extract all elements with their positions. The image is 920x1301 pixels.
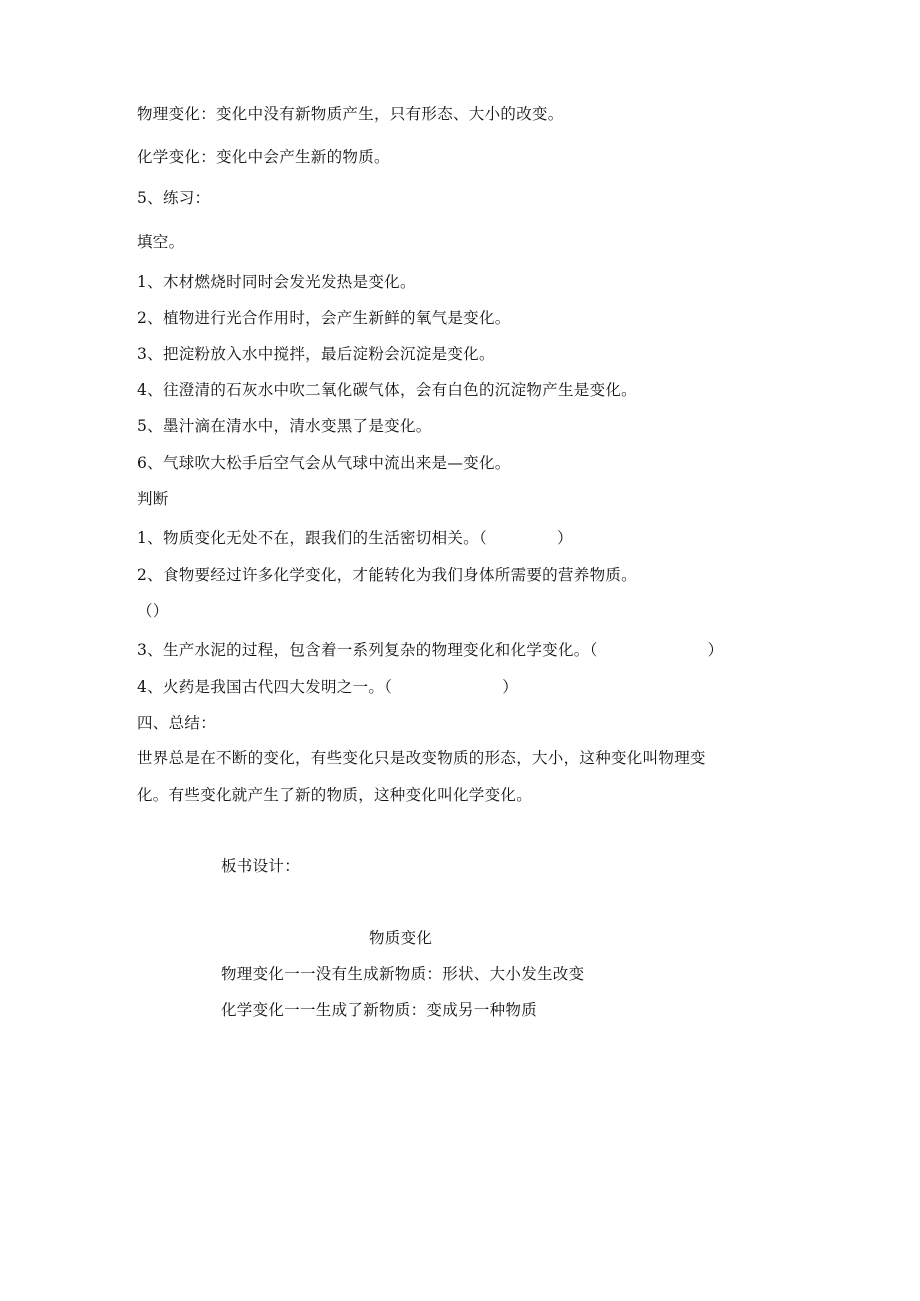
fill-item-3: 3、把淀粉放入水中搅拌，最后淀粉会沉淀是变化。	[137, 345, 495, 363]
judge-item-2-answer: （）	[137, 602, 169, 620]
judge-item-2	[137, 564, 637, 586]
board-chemical-line: 化学变化一一生成了新物质：变成另一种物质	[221, 1001, 538, 1019]
fill-item-4: 4、往澄清的石灰水中吹二氧化碳气体，会有白色的沉淀物产生是变化。	[137, 381, 637, 399]
summary-line-2: 化。有些变化就产生了新的物质，这种变化叫化学变化。	[137, 786, 533, 804]
physical-change-definition: 物理变化：变化中没有新物质产生，只有形态、大小的改变。	[137, 105, 564, 123]
judge-item-4	[137, 676, 518, 698]
judge-item-2-text: 2、食物要经过许多化学变化，才能转化为我们身体所需要的营养物质。	[137, 566, 637, 584]
chemical-change-definition: 化学变化：变化中会产生新的物质。	[137, 148, 390, 166]
exercise-heading: 5、练习：	[137, 189, 211, 207]
judge-item-4-close: ）	[502, 678, 519, 696]
judge-item-1-text: 1、物质变化无处不在，跟我们的生活密切相关。（	[137, 529, 488, 547]
judge-item-3-close: ）	[707, 641, 724, 659]
board-design-heading: 板书设计：	[221, 857, 301, 875]
fill-item-1: 1、木材燃烧时同时会发光发热是变化。	[137, 273, 416, 291]
board-physical-line: 物理变化一一没有生成新物质：形状、大小发生改变	[221, 965, 585, 983]
judge-item-3-text: 3、生产水泥的过程，包含着一系列复杂的物理变化和化学变化。（	[137, 641, 598, 659]
fill-item-5: 5、墨汁滴在清水中，清水变黑了是变化。	[137, 417, 432, 435]
judge-heading: 判断	[137, 490, 169, 508]
fill-item-6: 6、气球吹大松手后空气会从气球中流出来是—变化。	[137, 454, 511, 472]
summary-heading: 四、总结：	[137, 714, 217, 732]
fill-blank-heading: 填空。	[137, 233, 185, 251]
judge-item-1-close: ）	[557, 529, 573, 547]
board-title: 物质变化	[369, 929, 433, 947]
judge-item-3	[137, 639, 723, 661]
judge-item-4-text: 4、火药是我国古代四大发明之一。（	[137, 678, 393, 696]
summary-line-1: 世界总是在不断的变化，有些变化只是改变物质的形态，大小，这种变化叫物理变	[137, 749, 706, 767]
judge-item-1	[137, 527, 573, 549]
fill-item-2: 2、植物进行光合作用时，会产生新鲜的氧气是变化。	[137, 309, 511, 327]
